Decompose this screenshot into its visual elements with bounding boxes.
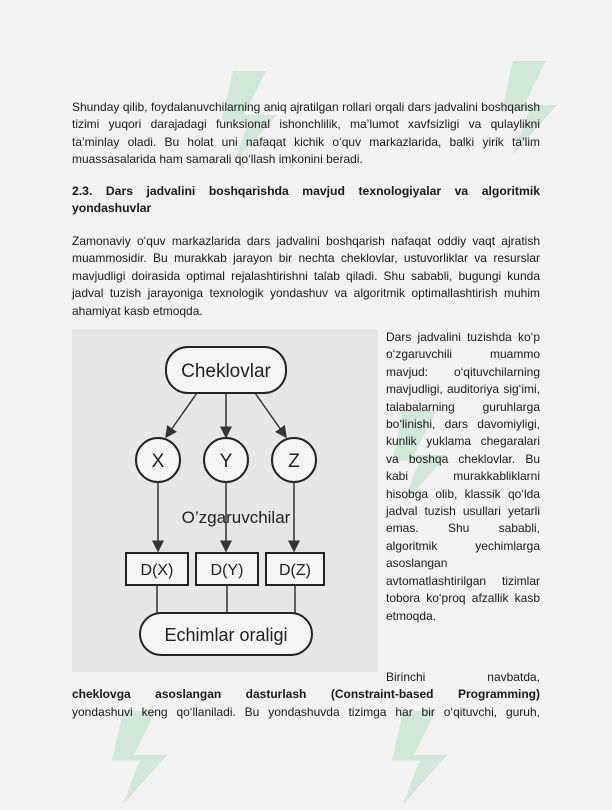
closing-paragraph <box>72 669 540 721</box>
variable-label: Z <box>288 451 300 472</box>
tail-line-2: cheklovga asoslangan dasturlash (Constraint-based Programming) <box>72 687 540 702</box>
constraints-label: Cheklovlar <box>181 361 271 382</box>
intro-paragraph: Shunday qilib, foydalanuvchilarning aniq ajratilgan rollari orqali dars jadvalini boshqarish tizimi yuqori darajadagi funksional ishonchlilik, ma’lumot xavfsizligi va qulaylikni ta’minlay oladi. Bu holat uni nafaqat kichik o‘quv markazlarida, balki yirik ta’lim muassasalarida ham samarali qo‘llash imkonini beradi. <box>72 100 540 167</box>
diagram-canvas <box>72 329 378 672</box>
variable-label: Y <box>219 451 233 472</box>
side-paragraph: Dars jadvalini tuzishda ko‘p o‘zgaruvchili muammo mavjud: o‘qituvchilarning mavjudligi, auditoriya sig‘imi, talabalarning guruhlarga bo‘linishi, dars davomiyligi, kunlik yuklama chegaralari va boshqa cheklovlar. Bu kabi murakkabliklarni hisobga olib, klassik qo‘lda jadval tuzish usullari yetarli emas. Shu sababli, algoritmik yechimlarga asoslangan avtomatlashtirilgan tizimlar tobora ko‘proq afzallik kasb etmoqda. <box>386 330 540 623</box>
arrow <box>166 393 197 437</box>
constraint-diagram <box>72 329 378 672</box>
body-paragraph: Zamonaviy o‘quv markazlarida dars jadvalini boshqarish nafaqat oddiy vaqt ajratish muammosidir. Bu murakkab jarayon bir nechta cheklovlar, ustuvorliklar va resurslar mavjudligi doirasida optimal rejalashtirishni talab qiladi. Shu sababli, bugungi kunda jadval tuzish jarayoniga texnologik yondashuv va algoritmik optimallashtirish muhim ahamiyat kasb etmoqda. <box>72 234 540 318</box>
arrow <box>255 393 286 437</box>
domain-label: D(Y) <box>210 562 244 579</box>
solutions-label: Echimlar oraligi <box>164 625 288 645</box>
variable-label: X <box>151 451 165 472</box>
domain-label: D(X) <box>140 562 174 579</box>
variables-caption: O’zgaruvchilar <box>181 508 291 527</box>
tail-line-3: yondashuvi keng qo‘llaniladi. Bu yondashuvda tizimga har bir o‘qituvchi, guruh, <box>72 704 540 719</box>
section-heading: 2.3. Dars jadvalini boshqarishda mavjud texnologiyalar va algoritmik yondashuvlar <box>72 184 540 216</box>
domain-label: D(Z) <box>279 562 311 579</box>
tail-line-1: Birinchi navbatda, <box>386 670 540 684</box>
